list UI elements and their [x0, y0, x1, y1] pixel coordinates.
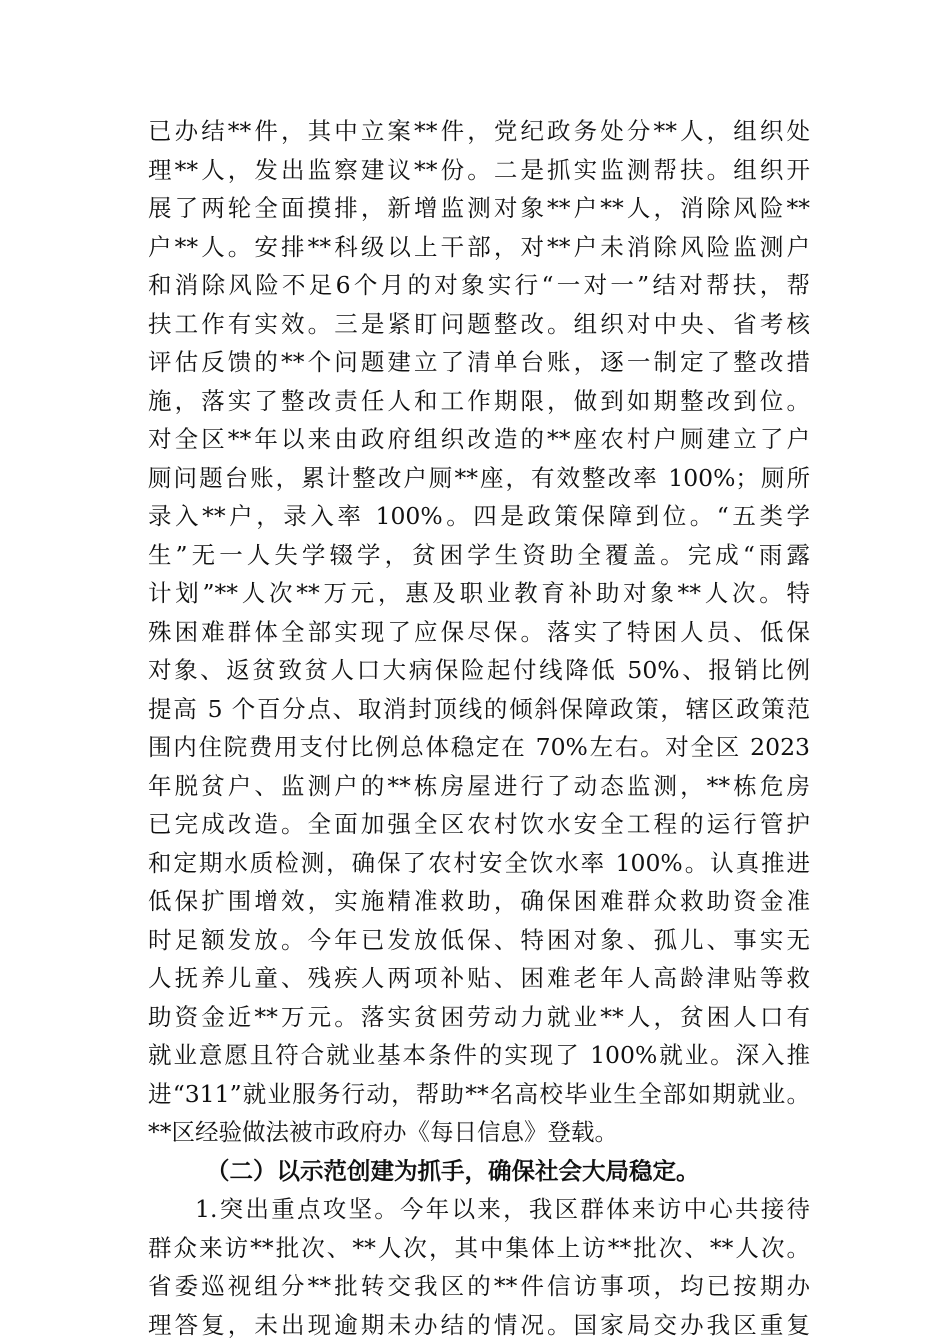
- text-line: 助资金近**万元。落实贫困劳动力就业**人，贫困人口有: [148, 1002, 810, 1031]
- text-line: **区经验做法被市政府办《每日信息》登载。: [148, 1118, 618, 1146]
- text-line: 低保扩围增效，实施精准救助，确保困难群众救助资金准: [148, 887, 810, 915]
- text-line: 户**人。安排**科级以上干部，对**户未消除风险监测户: [148, 232, 810, 261]
- paragraph-key-tasks: [148, 1190, 810, 1344]
- text-line: 扶工作有实效。三是紧盯问题整改。组织对中央、省考核: [148, 309, 810, 338]
- text-line: 就业意愿且符合就业基本条件的实现了 100%就业。深入推: [148, 1041, 810, 1069]
- text-line: 群众来访**批次、**人次，其中集体上访**批次、**人次。: [148, 1233, 810, 1262]
- text-line: 录入**户，录入率 100%。四是政策保障到位。“五类学: [148, 502, 810, 530]
- text-line: 时足额发放。今年已发放低保、特困对象、孤儿、事实无: [148, 925, 810, 954]
- section-heading: [148, 1152, 810, 1191]
- text-line: 和定期水质检测，确保了农村安全饮水率 100%。认真推进: [148, 848, 810, 877]
- text-line: 1.突出重点攻坚。今年以来，我区群体来访中心共接待: [195, 1195, 810, 1223]
- text-line: 对全区**年以来由政府组织改造的**座农村户厕建立了户: [148, 425, 810, 453]
- text-line: 提高 5 个百分点、取消封顶线的倾斜保障政策，辖区政策范: [148, 694, 810, 723]
- text-line: 人抚养儿童、残疾人两项补贴、困难老年人高龄津贴等救: [148, 964, 810, 992]
- text-line: 省委巡视组分**批转交我区的**件信访事项，均已按期办: [148, 1272, 810, 1300]
- text-line: 理**人，发出监察建议**份。二是抓实监测帮扶。组织开: [148, 155, 810, 184]
- paragraph-poverty-assistance: [148, 112, 810, 1152]
- document-body: [148, 112, 810, 1344]
- text-line: 围内住院费用支付比例总体稳定在 70%左右。对全区 2023: [148, 733, 810, 761]
- text-line: 展了两轮全面摸排，新增监测对象**户**人，消除风险**: [148, 194, 810, 222]
- text-line: 和消除风险不足6个月的对象实行“一对一”结对帮扶，帮: [148, 271, 810, 299]
- text-line: 理答复，未出现逾期未办结的情况。国家局交办我区重复: [148, 1310, 810, 1339]
- section-heading-text: （二）以示范创建为抓手，确保社会大局稳定。: [206, 1156, 700, 1185]
- text-line: 年脱贫户、监测户的**栋房屋进行了动态监测，**栋危房: [148, 771, 810, 800]
- text-line: 殊困难群体全部实现了应保尽保。落实了特困人员、低保: [148, 617, 810, 646]
- text-line: 已办结**件，其中立案**件，党纪政务处分**人，组织处: [148, 117, 810, 145]
- text-line: 评估反馈的**个问题建立了清单台账，逐一制定了整改措: [148, 348, 810, 376]
- text-line: 厕问题台账，累计整改户厕**座，有效整改率 100%；厕所: [148, 463, 810, 492]
- text-line: 生”无一人失学辍学，贫困学生资助全覆盖。完成“雨露: [148, 540, 810, 569]
- text-line: 进“311”就业服务行动，帮助**名高校毕业生全部如期就业。: [148, 1079, 810, 1108]
- text-line: 对象、返贫致贫人口大病保险起付线降低 50%、报销比例: [148, 656, 810, 684]
- text-line: 施，落实了整改责任人和工作期限，做到如期整改到位。: [148, 386, 810, 415]
- text-line: 计划”**人次**万元，惠及职业教育补助对象**人次。特: [148, 579, 810, 607]
- text-line: 已完成改造。全面加强全区农村饮水安全工程的运行管护: [148, 810, 810, 838]
